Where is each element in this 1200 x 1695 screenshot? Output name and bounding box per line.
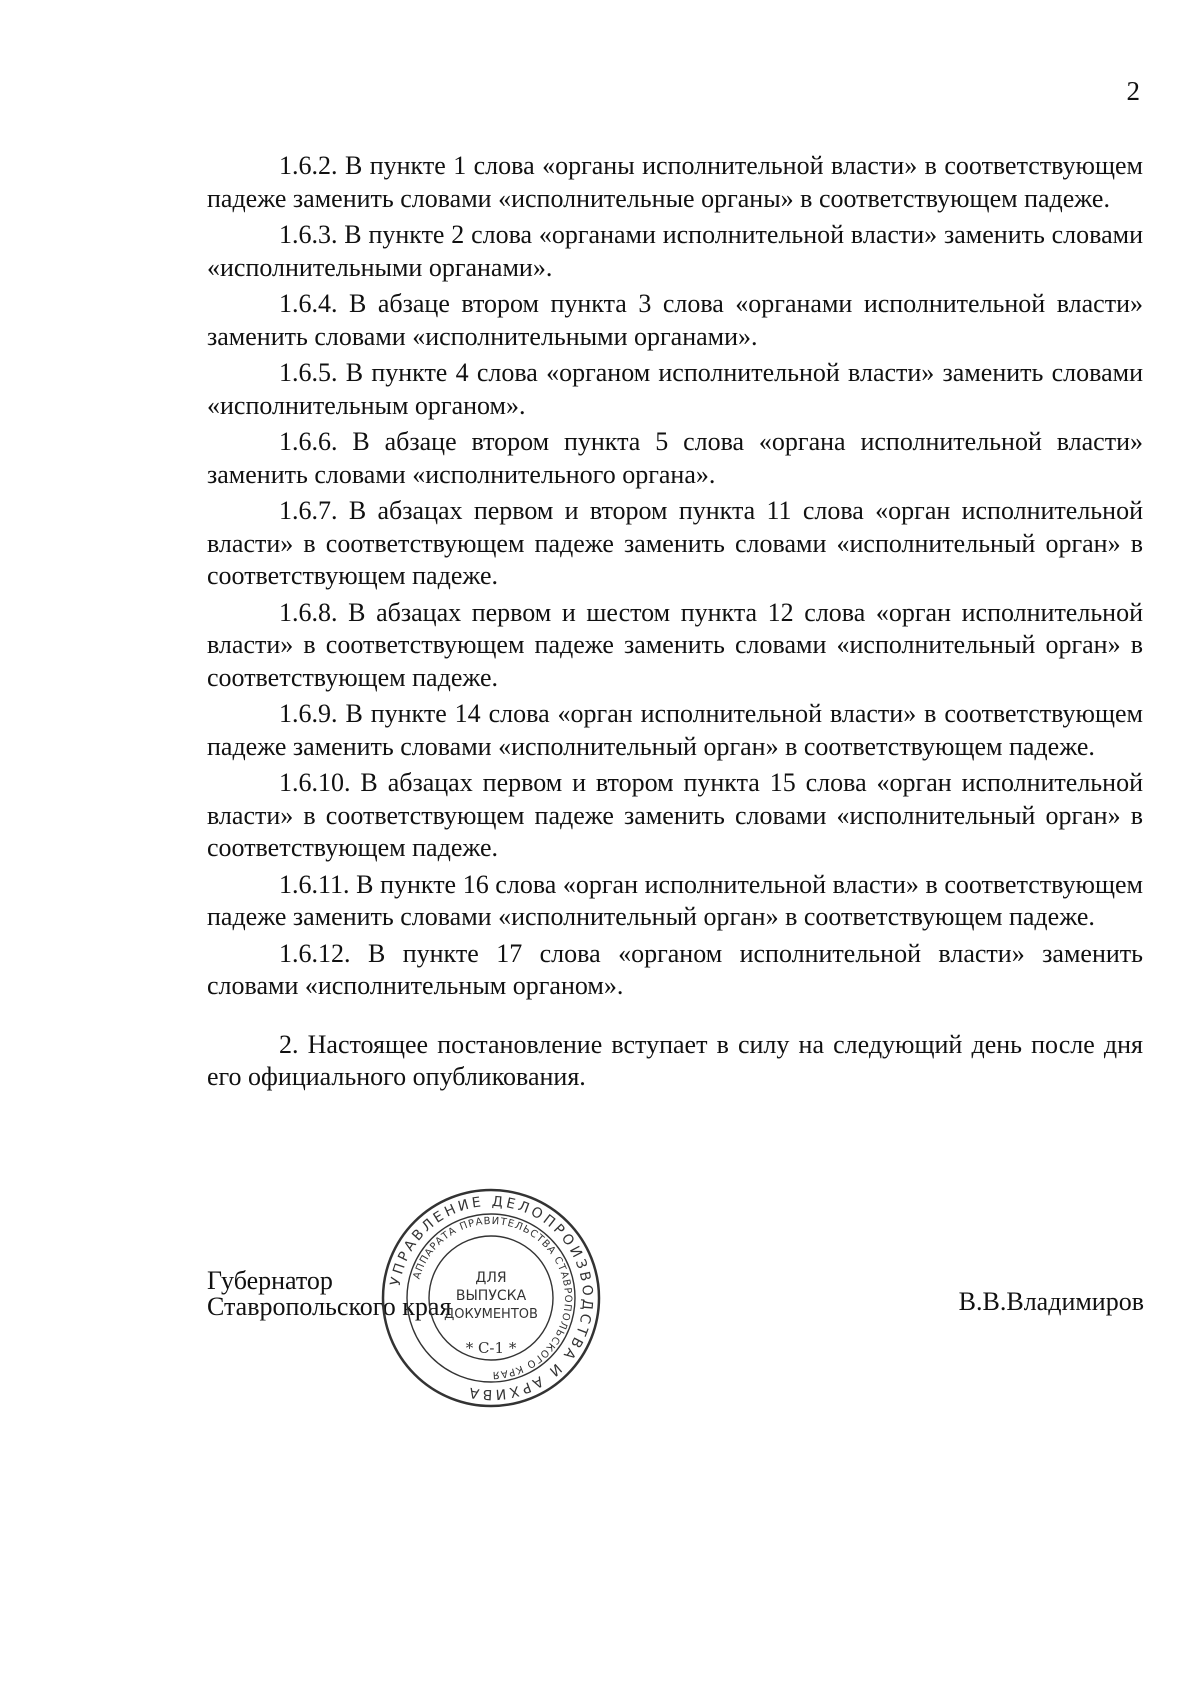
stamp-code: * С-1 *: [465, 1339, 517, 1357]
page-number: 2: [1126, 76, 1140, 106]
stamp-center-line-2: ВЫПУСКА: [455, 1288, 527, 1304]
paragraph-1-6-5: 1.6.5. В пункте 4 слова «органом исполнительной власти» заменить словами «исполнительным органом».: [207, 358, 1143, 420]
paragraph-1-6-11: 1.6.11. В пункте 16 слова «орган исполнительной власти» в соответствующем падеже заменить словами «исполнительный орган» в соответствующем падеже.: [207, 869, 1143, 931]
paragraph-1-6-8: 1.6.8. В абзацах первом и шестом пункта 12 слова «орган исполнительной власти» в соответствующем падеже заменить словами «исполнительный орган» в соответствующем падеже.: [207, 597, 1143, 692]
paragraph-1-6-7: 1.6.7. В абзацах первом и втором пункта 11 слова «орган исполнительной власти» в соответствующем падеже заменить словами «исполнительный орган» в соответствующем падеже.: [207, 496, 1143, 590]
official-stamp: [378, 1185, 604, 1411]
stamp-center-line-1: ДЛЯ: [475, 1270, 507, 1286]
stamp-center-line-3: ДОКУМЕНТОВ: [444, 1307, 538, 1322]
signatory-name: В.В.Владимиров: [958, 1287, 1144, 1316]
stamp-outer-ring-text: УПРАВЛЕНИЕ ДЕЛОПРОИЗВОДСТВА И АРХИВА: [387, 1193, 596, 1403]
paragraph-1-6-3: 1.6.3. В пункте 2 слова «органами исполнительной власти» заменить словами «исполнительными органами».: [207, 220, 1143, 282]
signatory-title-line-1: Губернатор: [207, 1266, 333, 1295]
stamp-inner-ring-text: АППАРАТА ПРАВИТЕЛЬСТВА СТАВРОПОЛЬСКОГО КРАЯ: [411, 1215, 574, 1381]
document-body: [207, 150, 1143, 1098]
signatory-title-line-2: Ставропольского края: [207, 1292, 452, 1321]
paragraph-1-6-10: 1.6.10. В абзацах первом и втором пункта 15 слова «орган исполнительной власти» в соответствующем падеже заменить словами «исполнительный орган» в соответствующем падеже.: [207, 768, 1143, 862]
paragraph-1-6-9: 1.6.9. В пункте 14 слова «орган исполнительной власти» в соответствующем падеже заменить словами «исполнительный орган» в соответствующем падеже.: [207, 699, 1143, 761]
paragraph-1-6-6: 1.6.6. В абзаце втором пункта 5 слова «органа исполнительной власти» заменить словами «исполнительного органа».: [207, 427, 1143, 489]
paragraph-1-6-4: 1.6.4. В абзаце втором пункта 3 слова «органами исполнительной власти» заменить словами «исполнительными органами».: [207, 289, 1143, 351]
paragraph-1-6-2: 1.6.2. В пункте 1 слова «органы исполнительной власти» в соответствующем падеже заменить словами «исполнительные органы» в соответствующем падеже.: [207, 151, 1143, 213]
paragraph-effective-date: 2. Настоящее постановление вступает в силу на следующий день после дня его официального опубликования.: [207, 1029, 1143, 1091]
paragraph-1-6-12: 1.6.12. В пункте 17 слова «органом исполнительной власти» заменить словами «исполнительным органом».: [207, 938, 1143, 1000]
